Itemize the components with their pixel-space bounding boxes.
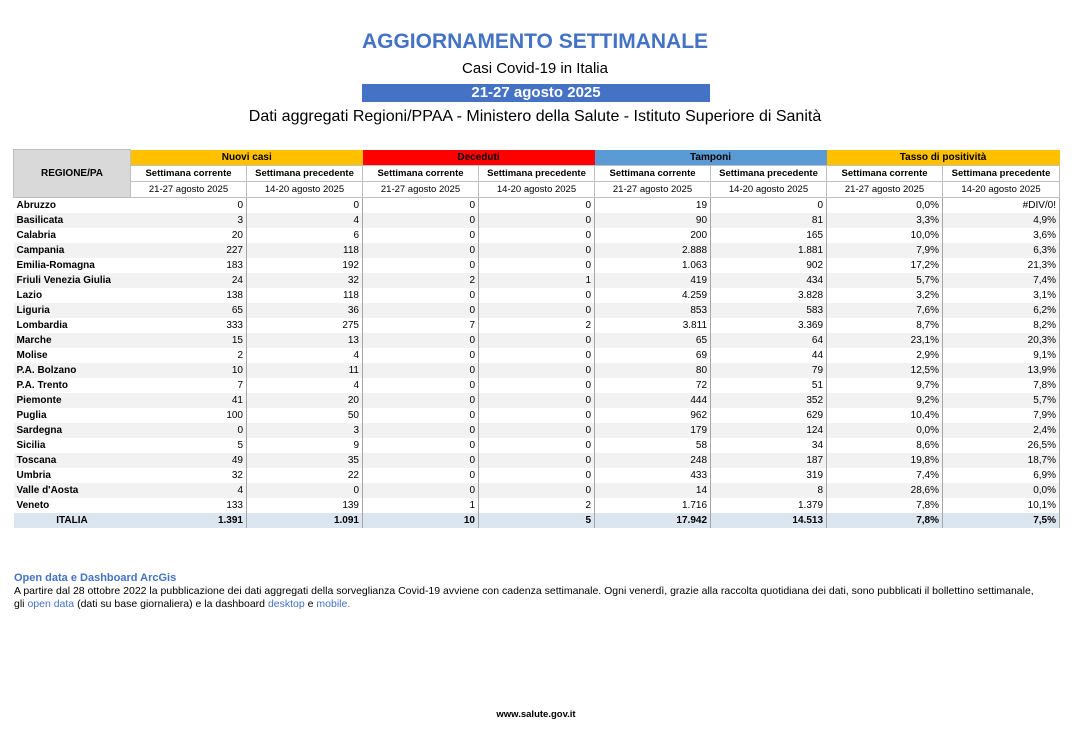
data-cell: 9 xyxy=(247,438,363,453)
data-cell: 2.888 xyxy=(595,243,711,258)
footer-line-2 xyxy=(14,598,1064,611)
data-cell: 6,9% xyxy=(943,468,1060,483)
data-cell: 902 xyxy=(711,258,827,273)
data-cell: 1.881 xyxy=(711,243,827,258)
data-cell: 0 xyxy=(479,333,595,348)
data-cell: 9,2% xyxy=(827,393,943,408)
footer-title: Open data e Dashboard ArcGis xyxy=(14,572,177,584)
region-name: Molise xyxy=(16,349,48,361)
table-row xyxy=(14,258,1060,273)
data-cell: 5 xyxy=(131,438,247,453)
data-cell: 0 xyxy=(479,438,595,453)
region-name: Liguria xyxy=(14,303,131,318)
data-cell: 21,3% xyxy=(943,258,1060,273)
region-name: Sicilia xyxy=(16,439,46,451)
data-cell: 0 xyxy=(363,288,479,303)
data-cell: 17,2% xyxy=(827,258,943,273)
data-cell: 28,6% xyxy=(827,483,943,498)
region-name: Calabria xyxy=(16,229,56,241)
data-cell: 0 xyxy=(363,393,479,408)
data-cell: 23,1% xyxy=(827,333,943,348)
sub-header-previous: Settimana precedente xyxy=(479,165,595,181)
data-cell: 3,3% xyxy=(827,213,943,228)
data-cell: 187 xyxy=(711,453,827,468)
data-cell: 0 xyxy=(363,213,479,228)
data-cell: 2,4% xyxy=(943,423,1060,438)
data-cell: 90 xyxy=(595,213,711,228)
data-cell: 3.828 xyxy=(711,288,827,303)
data-cell: 4 xyxy=(247,378,363,393)
data-cell: 7,6% xyxy=(827,303,943,318)
data-cell: 32 xyxy=(131,468,247,483)
desktop-dashboard-link[interactable]: desktop xyxy=(267,598,305,610)
data-cell: 24 xyxy=(131,273,247,288)
sub-header-current: Settimana corrente xyxy=(363,165,479,181)
region-name: Veneto xyxy=(16,499,50,511)
data-cell: 133 xyxy=(131,498,247,513)
website-url: www.salute.gov.it xyxy=(496,709,576,720)
table-row xyxy=(14,393,1060,408)
data-cell: 192 xyxy=(247,258,363,273)
data-cell: 0 xyxy=(363,468,479,483)
data-cell: 7 xyxy=(363,318,479,333)
data-cell: 1 xyxy=(363,498,479,513)
table-row xyxy=(14,483,1060,498)
region-name: Piemonte xyxy=(14,393,131,408)
data-cell: 44 xyxy=(711,348,827,363)
data-cell: 8,6% xyxy=(827,438,943,453)
data-cell: 139 xyxy=(247,498,363,513)
data-cell: 49 xyxy=(131,453,247,468)
data-cell: 0 xyxy=(479,363,595,378)
data-cell: 0 xyxy=(479,258,595,273)
data-cell: 10,4% xyxy=(827,408,943,423)
data-cell: 72 xyxy=(595,378,711,393)
group-header-positivity-rate: Tasso di positività xyxy=(827,150,1060,166)
data-cell: 81 xyxy=(711,213,827,228)
date-header-current: 21-27 agosto 2025 xyxy=(363,181,479,197)
table-row xyxy=(14,303,1060,318)
data-cell: 36 xyxy=(247,303,363,318)
table-row xyxy=(14,423,1060,438)
data-cell: 7,8% xyxy=(943,378,1060,393)
data-cell: 7,4% xyxy=(827,468,943,483)
data-source: Dati aggregati Regioni/PPAA - Ministero della Salute - Istituto Superiore di Sanità xyxy=(248,108,822,125)
data-cell: 118 xyxy=(247,243,363,258)
data-cell: 434 xyxy=(711,273,827,288)
data-cell: 1.379 xyxy=(711,498,827,513)
data-cell: 0 xyxy=(479,348,595,363)
data-cell: 165 xyxy=(711,228,827,243)
data-cell: 0,0% xyxy=(943,483,1060,498)
group-header-tests: Tamponi xyxy=(595,150,827,166)
data-cell: 65 xyxy=(131,303,247,318)
data-cell: 248 xyxy=(595,453,711,468)
data-cell: 0 xyxy=(711,197,827,213)
data-cell: 69 xyxy=(595,348,711,363)
data-cell: 41 xyxy=(131,393,247,408)
data-cell: 79 xyxy=(711,363,827,378)
region-name: Lazio xyxy=(16,289,43,301)
footer-text-and: e xyxy=(304,598,317,610)
data-cell: 7,4% xyxy=(943,273,1060,288)
data-cell: 0 xyxy=(479,228,595,243)
open-data-link[interactable]: open data xyxy=(27,598,75,610)
data-cell: 444 xyxy=(595,393,711,408)
region-name: Marche xyxy=(14,333,131,348)
data-cell: 352 xyxy=(711,393,827,408)
data-cell: 4 xyxy=(131,483,247,498)
region-name: Basilicata xyxy=(14,213,131,228)
data-cell: 118 xyxy=(247,288,363,303)
table-row xyxy=(14,243,1060,258)
data-cell: 58 xyxy=(595,438,711,453)
data-cell: 0 xyxy=(363,197,479,213)
data-cell: 275 xyxy=(247,318,363,333)
data-cell: 5 xyxy=(479,513,595,528)
data-cell: 0 xyxy=(479,243,595,258)
data-cell: 34 xyxy=(711,438,827,453)
data-cell: 1.391 xyxy=(131,513,247,528)
data-cell: 19 xyxy=(595,197,711,213)
table-row xyxy=(14,363,1060,378)
table-row xyxy=(14,288,1060,303)
data-cell: 2 xyxy=(131,348,247,363)
table-row xyxy=(14,378,1060,393)
data-cell: 7,9% xyxy=(943,408,1060,423)
data-cell: 0 xyxy=(131,423,247,438)
data-cell: 0 xyxy=(363,243,479,258)
data-cell: 0,0% xyxy=(827,423,943,438)
table-row xyxy=(14,438,1060,453)
data-cell: 4 xyxy=(247,348,363,363)
data-cell: 962 xyxy=(595,408,711,423)
data-cell: 1.716 xyxy=(595,498,711,513)
region-name: Abruzzo xyxy=(16,199,56,211)
date-header-current: 21-27 agosto 2025 xyxy=(595,181,711,197)
data-cell: 853 xyxy=(595,303,711,318)
data-cell: 14.513 xyxy=(711,513,827,528)
sub-header-current: Settimana corrente xyxy=(595,165,711,181)
table-row xyxy=(14,197,1060,213)
region-name: P.A. Bolzano xyxy=(14,363,131,378)
data-cell: 124 xyxy=(711,423,827,438)
data-cell: 7 xyxy=(131,378,247,393)
data-cell: 20 xyxy=(247,393,363,408)
data-cell: 3,1% xyxy=(943,288,1060,303)
data-cell: 2 xyxy=(479,318,595,333)
data-cell: 10,1% xyxy=(943,498,1060,513)
mobile-dashboard-link[interactable]: mobile. xyxy=(316,598,351,610)
data-cell: 2 xyxy=(479,498,595,513)
data-cell: 3.369 xyxy=(711,318,827,333)
data-cell: 3.811 xyxy=(595,318,711,333)
data-cell: 50 xyxy=(247,408,363,423)
data-cell: 0 xyxy=(479,468,595,483)
data-cell: 3 xyxy=(131,213,247,228)
data-cell: 319 xyxy=(711,468,827,483)
data-cell: 20,3% xyxy=(943,333,1060,348)
data-cell: 17.942 xyxy=(595,513,711,528)
data-cell: 7,5% xyxy=(943,513,1060,528)
region-name: Sardegna xyxy=(14,423,131,438)
table-row xyxy=(14,273,1060,288)
region-name: ITALIA xyxy=(14,513,131,528)
data-cell: 9,1% xyxy=(943,348,1060,363)
data-cell: 65 xyxy=(595,333,711,348)
table-row xyxy=(14,213,1060,228)
table-row xyxy=(14,333,1060,348)
date-header-current: 21-27 agosto 2025 xyxy=(827,181,943,197)
data-cell: 0 xyxy=(479,378,595,393)
data-cell: 179 xyxy=(595,423,711,438)
data-cell: 8,2% xyxy=(943,318,1060,333)
table-row xyxy=(14,318,1060,333)
page-subtitle: Casi Covid-19 in Italia xyxy=(462,60,608,77)
data-cell: 0 xyxy=(479,408,595,423)
data-cell: 629 xyxy=(711,408,827,423)
data-cell: 0 xyxy=(247,483,363,498)
data-cell: 64 xyxy=(711,333,827,348)
data-cell: 0 xyxy=(247,197,363,213)
date-header-previous: 14-20 agosto 2025 xyxy=(711,181,827,197)
data-cell: 4,9% xyxy=(943,213,1060,228)
data-cell: 0 xyxy=(131,197,247,213)
regional-data-table xyxy=(13,149,1060,528)
data-cell: 138 xyxy=(131,288,247,303)
data-cell: 18,7% xyxy=(943,453,1060,468)
data-cell: 0 xyxy=(479,393,595,408)
group-header-new-cases: Nuovi casi xyxy=(131,150,363,166)
data-cell: 5,7% xyxy=(827,273,943,288)
region-name: Campania xyxy=(14,243,131,258)
total-row xyxy=(14,513,1060,528)
table-row xyxy=(14,348,1060,363)
data-cell: 0 xyxy=(363,453,479,468)
data-cell: 0 xyxy=(479,213,595,228)
date-header-previous: 14-20 agosto 2025 xyxy=(479,181,595,197)
data-cell: 11 xyxy=(247,363,363,378)
data-cell: 6,3% xyxy=(943,243,1060,258)
data-cell: 0 xyxy=(479,423,595,438)
data-cell: 0 xyxy=(479,288,595,303)
data-cell: 8,7% xyxy=(827,318,943,333)
table-row xyxy=(14,228,1060,243)
data-cell: 5,7% xyxy=(943,393,1060,408)
data-cell: 0 xyxy=(479,197,595,213)
sub-header-current: Settimana corrente xyxy=(131,165,247,181)
footer-text xyxy=(14,585,1064,611)
group-header-deaths: Deceduti xyxy=(363,150,595,166)
table-row xyxy=(14,498,1060,513)
sub-header-previous: Settimana precedente xyxy=(711,165,827,181)
region-name: Friuli Venezia Giulia xyxy=(14,273,131,288)
data-cell: 2 xyxy=(363,273,479,288)
data-cell: 0 xyxy=(479,303,595,318)
data-cell: 0,0% xyxy=(827,197,943,213)
data-cell: 7,8% xyxy=(827,513,943,528)
data-cell: 13 xyxy=(247,333,363,348)
data-cell: 0 xyxy=(363,378,479,393)
data-cell: 0 xyxy=(479,483,595,498)
data-cell: 0 xyxy=(363,228,479,243)
data-cell: 12,5% xyxy=(827,363,943,378)
sub-header-previous: Settimana precedente xyxy=(247,165,363,181)
data-cell: 80 xyxy=(595,363,711,378)
region-name: Emilia-Romagna xyxy=(16,259,95,271)
data-cell: 183 xyxy=(131,258,247,273)
footer-text-middle: (dati su base giornaliera) e la dashboard xyxy=(74,598,268,610)
data-cell: 433 xyxy=(595,468,711,483)
region-column-header: REGIONE/PA xyxy=(14,150,131,198)
data-cell: 0 xyxy=(363,363,479,378)
data-cell: 2,9% xyxy=(827,348,943,363)
data-cell: 0 xyxy=(363,258,479,273)
region-name: Valle d'Aosta xyxy=(14,483,131,498)
region-name: Umbria xyxy=(16,469,51,481)
region-name: Puglia xyxy=(16,409,47,421)
data-cell: 8 xyxy=(711,483,827,498)
data-cell: 583 xyxy=(711,303,827,318)
region-name: P.A. Trento xyxy=(16,379,68,391)
data-cell: 333 xyxy=(131,318,247,333)
table-body xyxy=(14,197,1060,528)
date-header-previous: 14-20 agosto 2025 xyxy=(247,181,363,197)
data-cell: 7,9% xyxy=(827,243,943,258)
data-cell: 0 xyxy=(363,483,479,498)
date-header-current: 21-27 agosto 2025 xyxy=(131,181,247,197)
data-cell: 200 xyxy=(595,228,711,243)
data-cell: 26,5% xyxy=(943,438,1060,453)
table-row xyxy=(14,468,1060,483)
data-cell: 4 xyxy=(247,213,363,228)
data-cell: 10,0% xyxy=(827,228,943,243)
data-cell: 3 xyxy=(247,423,363,438)
data-cell: 22 xyxy=(247,468,363,483)
data-cell: 0 xyxy=(363,333,479,348)
data-cell: 419 xyxy=(595,273,711,288)
table-row xyxy=(14,453,1060,468)
data-cell: 3,6% xyxy=(943,228,1060,243)
data-cell: #DIV/0! xyxy=(943,197,1060,213)
page-title: AGGIORNAMENTO SETTIMANALE xyxy=(361,30,709,53)
data-cell: 0 xyxy=(363,423,479,438)
region-name: Lombardia xyxy=(16,319,68,331)
data-cell: 32 xyxy=(247,273,363,288)
data-cell: 51 xyxy=(711,378,827,393)
data-cell: 100 xyxy=(131,408,247,423)
data-cell: 14 xyxy=(595,483,711,498)
data-cell: 20 xyxy=(131,228,247,243)
date-header-previous: 14-20 agosto 2025 xyxy=(943,181,1060,197)
footer-text-prefix: gli xyxy=(14,598,28,610)
data-cell: 1 xyxy=(479,273,595,288)
data-cell: 10 xyxy=(131,363,247,378)
data-cell: 227 xyxy=(131,243,247,258)
data-cell: 4.259 xyxy=(595,288,711,303)
sub-header-current: Settimana corrente xyxy=(827,165,943,181)
table-row xyxy=(14,408,1060,423)
data-cell: 35 xyxy=(247,453,363,468)
data-cell: 15 xyxy=(131,333,247,348)
data-cell: 7,8% xyxy=(827,498,943,513)
date-range-banner: 21-27 agosto 2025 xyxy=(362,84,710,102)
data-cell: 0 xyxy=(479,453,595,468)
data-cell: 6,2% xyxy=(943,303,1060,318)
data-cell: 0 xyxy=(363,348,479,363)
region-name: Toscana xyxy=(14,453,131,468)
data-cell: 0 xyxy=(363,303,479,318)
data-cell: 13,9% xyxy=(943,363,1060,378)
data-cell: 3,2% xyxy=(827,288,943,303)
footer-line-1: A partire dal 28 ottobre 2022 la pubblicazione dei dati aggregati della sorveglianza Covid-19 avviene con cadenza settimanale. Ogni venerdì, grazie alla raccolta quotidiana dei dati, sono pubblicati il bollettino settimanale, xyxy=(14,585,1034,597)
data-cell: 10 xyxy=(363,513,479,528)
sub-header-previous: Settimana precedente xyxy=(943,165,1060,181)
data-cell: 0 xyxy=(363,408,479,423)
data-cell: 0 xyxy=(363,438,479,453)
data-cell: 9,7% xyxy=(827,378,943,393)
data-cell: 6 xyxy=(247,228,363,243)
data-cell: 1.063 xyxy=(595,258,711,273)
data-cell: 1.091 xyxy=(247,513,363,528)
data-cell: 19,8% xyxy=(827,453,943,468)
